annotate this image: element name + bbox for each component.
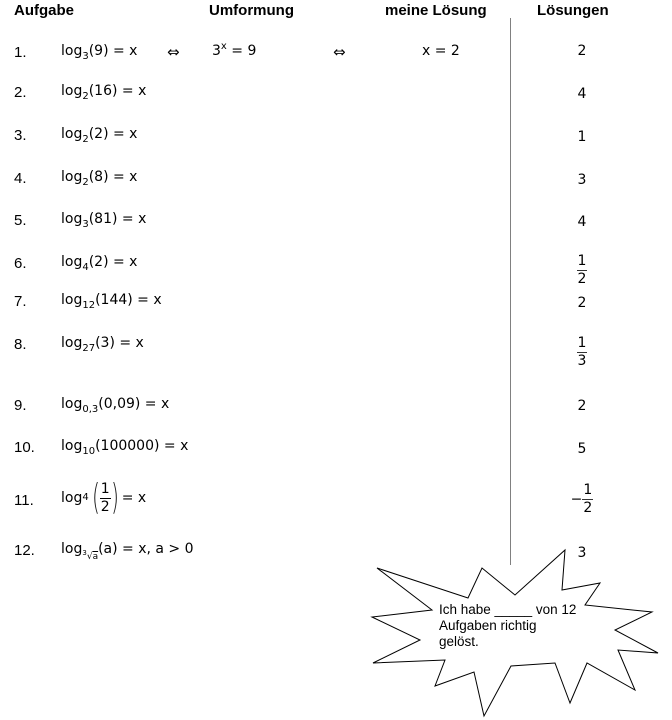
equivalence-arrow-icon: ⇔ bbox=[167, 43, 180, 61]
callout-line-2: Aufgaben richtig bbox=[439, 618, 537, 633]
transform-exponent: x bbox=[220, 41, 227, 52]
denominator: 2 bbox=[577, 271, 587, 287]
log-word: log bbox=[61, 490, 83, 506]
equivalence-arrow-icon: ⇔ bbox=[333, 43, 346, 61]
task-number: 9. bbox=[14, 397, 27, 414]
solution-value: 3 bbox=[577, 172, 587, 188]
solution-value: 4 bbox=[577, 86, 587, 102]
transform-base: 3 bbox=[212, 43, 221, 59]
example-my-solution: x = 2 bbox=[422, 43, 460, 59]
log-base: 4 bbox=[82, 262, 89, 273]
numerator: 1 bbox=[583, 482, 593, 498]
log-word: log bbox=[61, 396, 83, 412]
numerator: 1 bbox=[577, 253, 587, 269]
log-base: 2 bbox=[82, 177, 89, 188]
log-argument: (16) = x bbox=[88, 83, 147, 99]
log-argument: (144) = x bbox=[95, 292, 162, 308]
left-paren-icon: ( bbox=[91, 477, 100, 518]
header-solutions: Lösungen bbox=[537, 2, 609, 19]
solution-value: 5 bbox=[577, 441, 587, 457]
solution-value: 3 bbox=[577, 545, 587, 561]
denominator: 2 bbox=[583, 500, 593, 516]
log-argument: (2) = x bbox=[88, 254, 138, 270]
log-argument: = x bbox=[121, 490, 147, 506]
log-word: log bbox=[61, 438, 83, 454]
task-number: 8. bbox=[14, 336, 27, 353]
log-argument: (100000) = x bbox=[95, 438, 189, 454]
header-my-solution: meine Lösung bbox=[385, 2, 487, 19]
log-word: log bbox=[61, 169, 83, 185]
numerator: 1 bbox=[100, 480, 110, 497]
transform-rest: = 9 bbox=[226, 43, 257, 59]
log-word: log bbox=[61, 126, 83, 142]
task-number: 5. bbox=[14, 212, 27, 229]
log-argument: (9) = x bbox=[88, 43, 138, 59]
task-number: 2. bbox=[14, 84, 27, 101]
task-number: 3. bbox=[14, 127, 27, 144]
log-argument: (0,09) = x bbox=[98, 396, 170, 412]
right-paren-icon: ) bbox=[110, 477, 119, 518]
log-base: 3 bbox=[82, 219, 89, 230]
task-number: 4. bbox=[14, 170, 27, 187]
solution-value: 2 bbox=[577, 398, 587, 414]
task-number: 6. bbox=[14, 255, 27, 272]
task-number: 12. bbox=[14, 542, 35, 559]
log-word: log bbox=[61, 211, 83, 227]
header-transform: Umformung bbox=[209, 2, 294, 19]
solution-value: 1 bbox=[577, 129, 587, 145]
cube-root-base: $^3$√a bbox=[82, 549, 99, 562]
log-base: 3 bbox=[82, 51, 89, 62]
solution-value: 2 bbox=[577, 295, 587, 311]
log-word: log bbox=[61, 254, 83, 270]
solution-value: 4 bbox=[577, 214, 587, 230]
header-task: Aufgabe bbox=[14, 2, 74, 19]
task-number: 7. bbox=[14, 293, 27, 310]
minus-sign: − bbox=[570, 491, 583, 508]
log-argument: (a) = x, a > 0 bbox=[98, 541, 194, 557]
log-word: log bbox=[61, 541, 83, 557]
log-argument: (2) = x bbox=[88, 126, 138, 142]
log-argument: (8) = x bbox=[88, 169, 138, 185]
log-base: 12 bbox=[82, 300, 96, 311]
log-base: 10 bbox=[82, 446, 96, 457]
log-argument: (3) = x bbox=[95, 335, 144, 351]
log-base: 27 bbox=[82, 343, 96, 354]
log-base: 0,3 bbox=[82, 404, 99, 415]
solution-value: 2 bbox=[577, 43, 587, 59]
root-index: 3 bbox=[82, 549, 87, 557]
log-base: 2 bbox=[82, 134, 89, 145]
log-word: log bbox=[61, 43, 83, 59]
callout-line-1: Ich habe _____ von 12 bbox=[439, 602, 577, 617]
callout-line-3: gelöst. bbox=[439, 634, 479, 649]
callout-text bbox=[439, 602, 604, 650]
log-argument: (81) = x bbox=[88, 211, 147, 227]
denominator: 2 bbox=[100, 498, 110, 515]
log-word: log bbox=[61, 292, 83, 308]
task-number: 11. bbox=[14, 492, 34, 509]
root-radicand: a bbox=[92, 552, 99, 562]
numerator: 1 bbox=[577, 335, 587, 351]
log-word: log bbox=[61, 83, 83, 99]
denominator: 3 bbox=[577, 353, 587, 369]
task-expression: log 4 ( $\frac{1}{2}$ ) = x bbox=[61, 477, 147, 518]
log-word: log bbox=[61, 335, 83, 351]
task-number: 10. bbox=[14, 439, 35, 456]
log-base: 2 bbox=[82, 91, 89, 102]
task-number: 1. bbox=[14, 44, 27, 61]
